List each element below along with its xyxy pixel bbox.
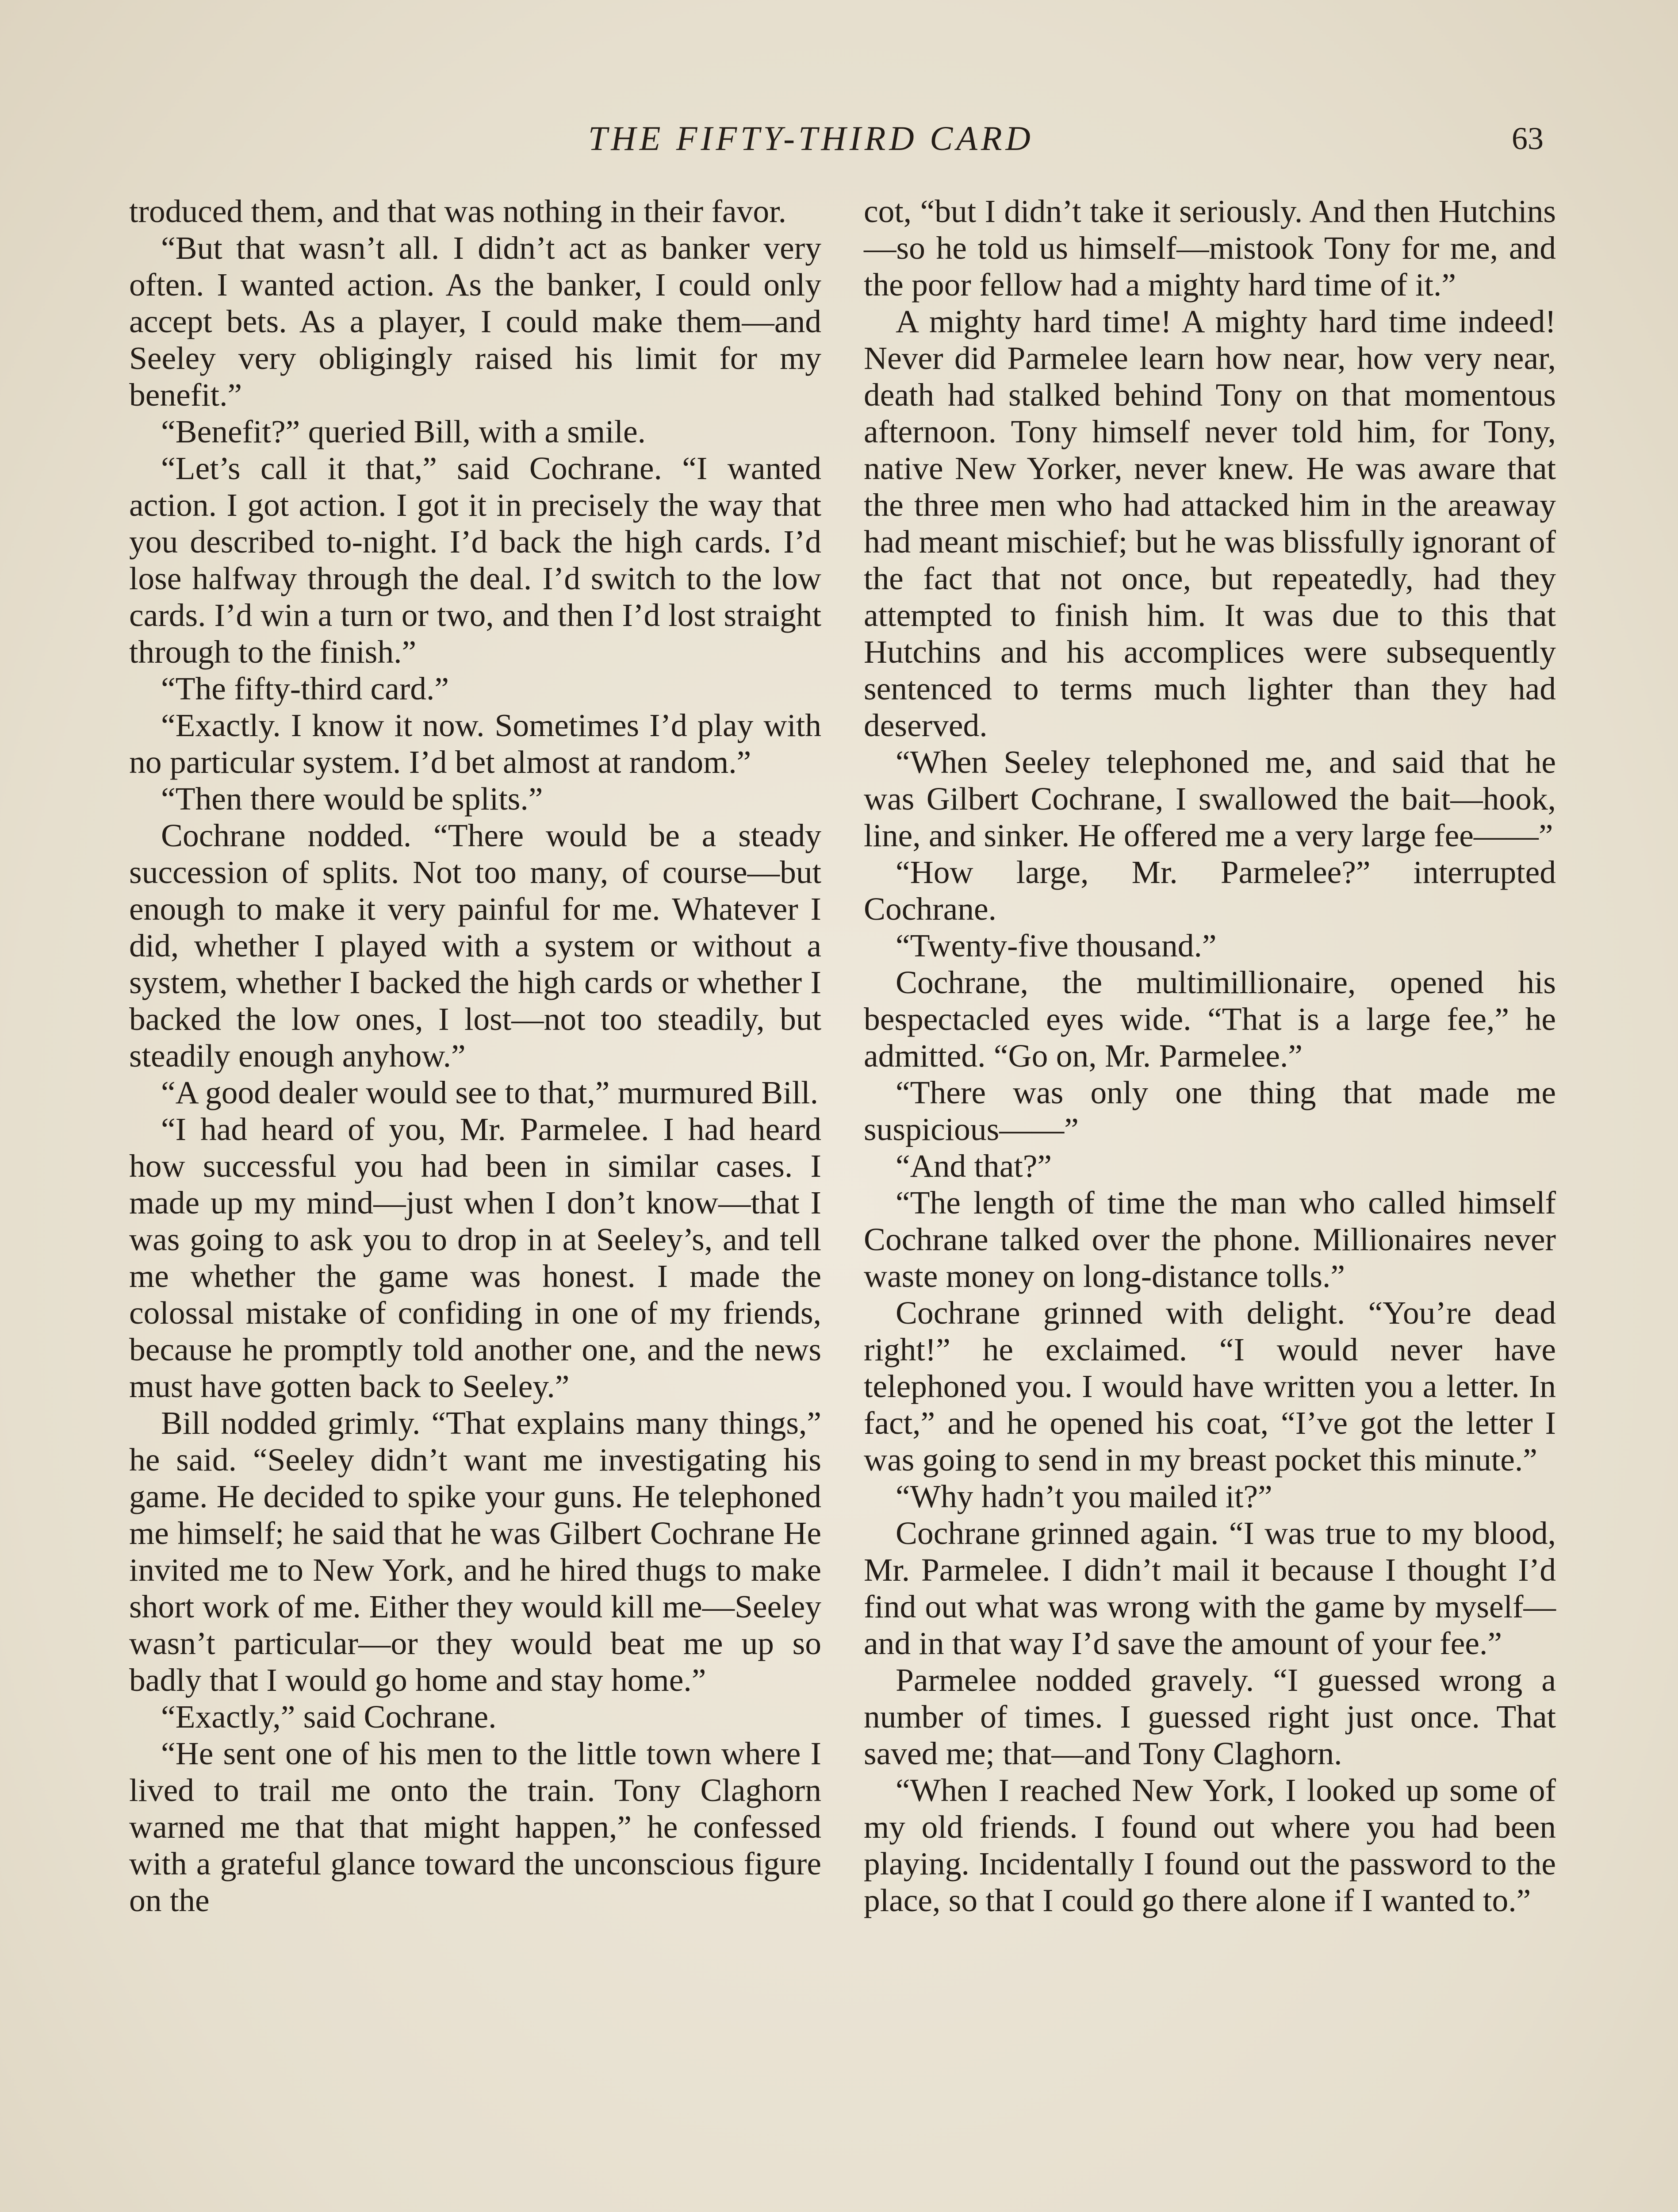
paragraph: “Why hadn’t you mailed it?”	[896, 1479, 1272, 1514]
paragraph: “Let’s call it that,” said Cochrane. “I wanted action. I got action. I got it in precisely the way that you described to-night. I’d back the high cards. I’d lose halfway through the deal. I’d switch to the low cards. I’d win a turn or two, and then I’d lost straight through to the finish.”	[129, 450, 821, 670]
paragraph: “Benefit?” queried Bill, with a smile.	[161, 414, 646, 449]
right-column	[864, 193, 1556, 1919]
running-head	[0, 119, 1678, 167]
paragraph: “Exactly,” said Cochrane.	[161, 1699, 497, 1735]
paragraph: Parmelee nodded gravely. “I guessed wrong a number of times. I guessed right just once. That saved me; that—and Tony Claghorn.	[864, 1662, 1556, 1771]
left-column	[129, 193, 821, 1919]
paragraph: “He sent one of his men to the little town where I lived to trail me onto the train. Tony Claghorn warned me that that might happen,” he confessed with a grateful glance toward the unconscious figure on the	[129, 1736, 821, 1918]
paragraph: “When Seeley telephoned me, and said that he was Gilbert Cochrane, I swallowed the bait—hook, line, and sinker. He offered me a very large fee——”	[864, 744, 1556, 853]
paragraph: “When I reached New York, I looked up some of my old friends. I found out where you had been playing. Incidentally I found out the password to the place, so that I could go there alone if I wanted to.”	[864, 1772, 1556, 1918]
paragraph: “A good dealer would see to that,” murmured Bill.	[161, 1075, 818, 1110]
page-number: 63	[1512, 121, 1544, 156]
paragraph: “How large, Mr. Parmelee?” interrupted Cochrane.	[864, 854, 1556, 927]
paragraph: Cochrane grinned again. “I was true to my blood, Mr. Parmelee. I didn’t mail it because I thought I’d find out what was wrong with the game by myself—and in that way I’d save the amount of your fee.”	[864, 1515, 1556, 1661]
paragraph: “The length of time the man who called himself Cochrane talked over the phone. Millionaires never waste money on long-distance tolls.”	[864, 1185, 1556, 1294]
paragraph: “Then there would be splits.”	[161, 781, 543, 817]
paragraph: Cochrane, the multimillionaire, opened his bespectacled eyes wide. “That is a large fee,” he admitted. “Go on, Mr. Parmelee.”	[864, 964, 1556, 1074]
paragraph: “Exactly. I know it now. Sometimes I’d play with no particular system. I’d bet almost at random.”	[129, 707, 821, 780]
paragraph: “The fifty-third card.”	[161, 671, 449, 707]
paragraph: cot, “but I didn’t take it seriously. And then Hutchins—so he told us himself—mistook Tony for me, and the poor fellow had a mighty hard time of it.”	[864, 193, 1556, 303]
paragraph: Bill nodded grimly. “That explains many things,” he said. “Seeley didn’t want me investigating his game. He decided to spike your guns. He telephoned me himself; he said that he was Gilbert Cochrane He invited me to New York, and he hired thugs to make short work of me. Either they would kill me—Seeley wasn’t particular—or they would beat me up so badly that I would go home and stay home.”	[129, 1405, 821, 1698]
paragraph: troduced them, and that was nothing in their favor.	[129, 193, 786, 229]
paragraph: A mighty hard time! A mighty hard time indeed! Never did Parmelee learn how near, how very near, death had stalked behind Tony on that momentous afternoon. Tony himself never told him, for Tony, native New Yorker, never knew. He was aware that the three men who had attacked him in the areaway had meant mischief; but he was blissfully ignorant of the fact that not once, but repeatedly, had they attempted to finish him. It was due to this that Hutchins and his accomplices were subsequently sentenced to terms much lighter than they had deserved.	[864, 303, 1556, 743]
paragraph: Cochrane nodded. “There would be a steady succession of splits. Not too many, of course—but enough to make it very painful for me. Whatever I did, whether I played with a system or without a system, whether I backed the high cards or whether I backed the low ones, I lost—not too steadily, but steadily enough anyhow.”	[129, 818, 821, 1074]
running-title: THE FIFTY-THIRD CARD	[588, 119, 1034, 157]
paragraph: “But that wasn’t all. I didn’t act as banker very often. I wanted action. As the banker, I could only accept bets. As a player, I could make them—and Seeley very obligingly raised his limit for my benefit.”	[129, 230, 821, 413]
paragraph: Cochrane grinned with delight. “You’re dead right!” he exclaimed. “I would never have telephoned you. I would have written you a letter. In fact,” and he opened his coat, “I’ve got the letter I was going to send in my breast pocket this minute.”	[864, 1295, 1556, 1478]
paragraph: “Twenty-five thousand.”	[896, 928, 1217, 964]
paragraph: “There was only one thing that made me suspicious——”	[864, 1075, 1556, 1147]
paragraph: “And that?”	[896, 1148, 1052, 1184]
paragraph: “I had heard of you, Mr. Parmelee. I had heard how successful you had been in similar cases. I made up my mind—just when I don’t know—that I was going to ask you to drop in at Seeley’s, and tell me whether the game was honest. I made the colossal mistake of confiding in one of my friends, because he promptly told another one, and the news must have gotten back to Seeley.”	[129, 1111, 821, 1404]
